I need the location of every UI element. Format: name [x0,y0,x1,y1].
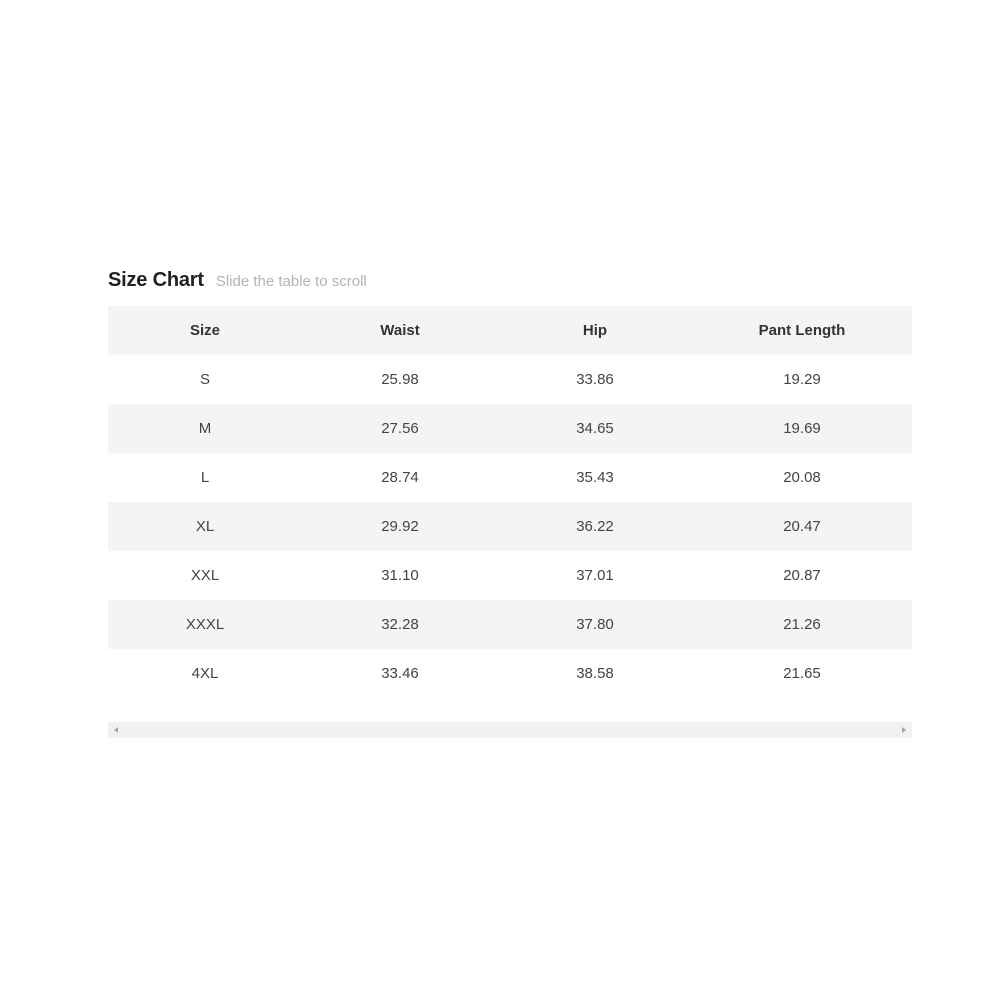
column-header-pant-length: Pant Length [692,306,912,355]
table-row [108,649,912,698]
hip-cell: 35.43 [498,453,692,502]
table-row [108,600,912,649]
hip-cell: 33.86 [498,355,692,404]
table-row [108,551,912,600]
hip-cell: 38.58 [498,649,692,698]
pant-length-cell: 20.08 [692,453,912,502]
size-cell: XXXL [108,600,302,649]
pant-length-cell: 21.65 [692,649,912,698]
hip-cell: 34.65 [498,404,692,453]
table-row [108,355,912,404]
size-chart-heading [108,262,912,302]
horizontal-scrollbar[interactable] [108,722,912,738]
hip-cell: 37.80 [498,600,692,649]
size-cell: L [108,453,302,502]
hip-cell: 36.22 [498,502,692,551]
waist-cell: 25.98 [302,355,498,404]
pant-length-cell: 21.26 [692,600,912,649]
size-chart-title: Size Chart [108,269,204,291]
column-header-size: Size [108,306,302,355]
size-cell: 4XL [108,649,302,698]
triangle-right-icon [902,727,906,733]
size-cell: XL [108,502,302,551]
triangle-left-icon [114,727,118,733]
waist-cell: 28.74 [302,453,498,502]
table-header-row [108,306,912,355]
waist-cell: 27.56 [302,404,498,453]
pant-length-cell: 19.69 [692,404,912,453]
hip-cell: 37.01 [498,551,692,600]
size-table-scroll-container[interactable] [108,306,912,698]
scroll-hint: Slide the table to scroll [215,273,367,290]
size-chart-section [108,262,912,738]
pant-length-cell: 20.47 [692,502,912,551]
table-row [108,404,912,453]
column-header-waist: Waist [302,306,498,355]
size-table [108,306,912,698]
scroll-left-button[interactable] [108,722,124,738]
pant-length-cell: 20.87 [692,551,912,600]
waist-cell: 32.28 [302,600,498,649]
pant-length-cell: 19.29 [692,355,912,404]
table-row [108,453,912,502]
column-header-hip: Hip [498,306,692,355]
waist-cell: 33.46 [302,649,498,698]
size-cell: S [108,355,302,404]
scroll-right-button[interactable] [896,722,912,738]
size-cell: XXL [108,551,302,600]
waist-cell: 29.92 [302,502,498,551]
table-row [108,502,912,551]
waist-cell: 31.10 [302,551,498,600]
size-cell: M [108,404,302,453]
